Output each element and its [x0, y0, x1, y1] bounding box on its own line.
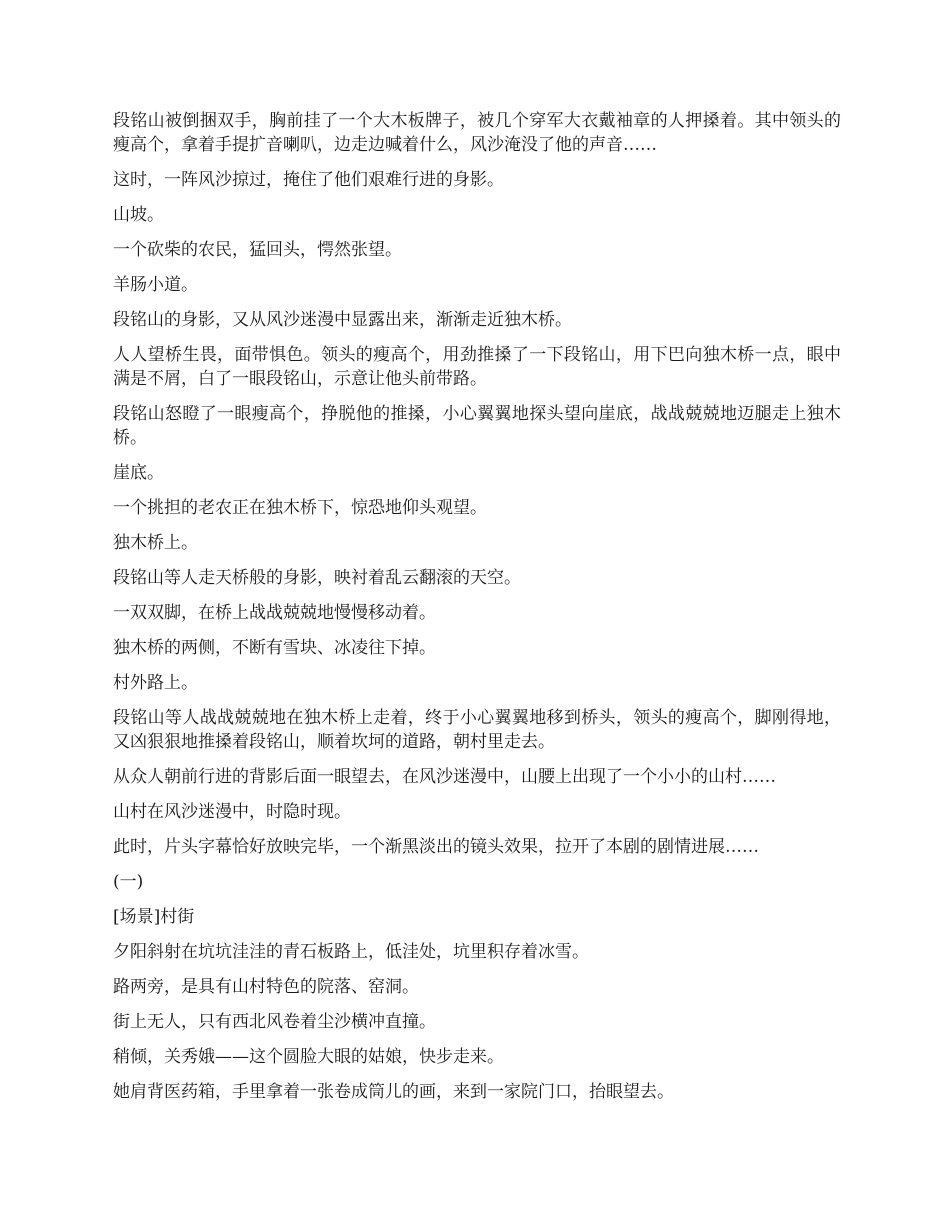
- section-heading: (一): [113, 872, 144, 892]
- paragraph: 夕阳斜射在坑坑洼洼的青石板路上，低洼处，坑里积存着冰雪。: [113, 942, 589, 962]
- paragraph: 从众人朝前行进的背影后面一眼望去，在风沙迷漫中，山腰上出现了一个小小的山村……: [113, 767, 776, 787]
- paragraph: 独木桥的两侧，不断有雪块、冰凌往下掉。: [113, 638, 436, 658]
- paragraph: 她肩背医药箱，手里拿着一张卷成筒儿的画，来到一家院门口，抬眼望去。: [113, 1082, 674, 1102]
- paragraph: 一双双脚，在桥上战战兢兢地慢慢移动着。: [113, 603, 436, 623]
- paragraph: 此时，片头字幕恰好放映完毕，一个渐黑淡出的镜头效果，拉开了本剧的剧情进展……: [113, 837, 759, 857]
- paragraph: 一个挑担的老农正在独木桥下，惊恐地仰头观望。: [113, 498, 487, 518]
- paragraph: 稍倾，关秀娥——这个圆脸大眼的姑娘，快步走来。: [113, 1047, 504, 1067]
- paragraph: 山村在风沙迷漫中，时隐时现。: [113, 802, 351, 822]
- paragraph: 崖底。: [113, 463, 164, 483]
- paragraph: 这时，一阵风沙掠过，掩住了他们艰难行进的身影。: [113, 170, 504, 190]
- paragraph: 路两旁，是具有山村特色的院落、窑洞。: [113, 977, 419, 997]
- paragraph: 一个砍柴的农民，猛回头，愕然张望。: [113, 240, 402, 260]
- paragraph: 山坡。: [113, 205, 164, 225]
- scene-heading: [场景]村街: [113, 907, 195, 927]
- paragraph: 段铭山怒瞪了一眼瘦高个，挣脱他的推搡，小心翼翼地探头望向崖底，战战兢兢地迈腿走上独木桥。: [113, 404, 841, 448]
- document-page: [113, 109, 841, 1115]
- paragraph: 街上无人，只有西北风卷着尘沙横冲直撞。: [113, 1012, 436, 1032]
- paragraph: 段铭山等人走天桥般的身影，映衬着乱云翻滚的天空。: [113, 568, 521, 588]
- paragraph: 人人望桥生畏，面带惧色。领头的瘦高个，用劲推搡了一下段铭山，用下巴向独木桥一点，眼中满是不屑，白了一眼段铭山，示意让他头前带路。: [113, 345, 841, 389]
- paragraph: 羊肠小道。: [113, 275, 198, 295]
- paragraph: 村外路上。: [113, 673, 198, 693]
- paragraph: 段铭山的身影，又从风沙迷漫中显露出来，渐渐走近独木桥。: [113, 310, 572, 330]
- paragraph: 段铭山等人战战兢兢地在独木桥上走着，终于小心翼翼地移到桥头，领头的瘦高个，脚刚得地，又凶狠狠地推搡着段铭山，顺着坎坷的道路，朝村里走去。: [113, 708, 841, 752]
- paragraph: 段铭山被倒捆双手，胸前挂了一个大木板牌子，被几个穿军大衣戴袖章的人押搡着。其中领头的瘦高个，拿着手提扩音喇叭，边走边喊着什么，风沙淹没了他的声音……: [113, 111, 841, 155]
- paragraph: 独木桥上。: [113, 533, 198, 553]
